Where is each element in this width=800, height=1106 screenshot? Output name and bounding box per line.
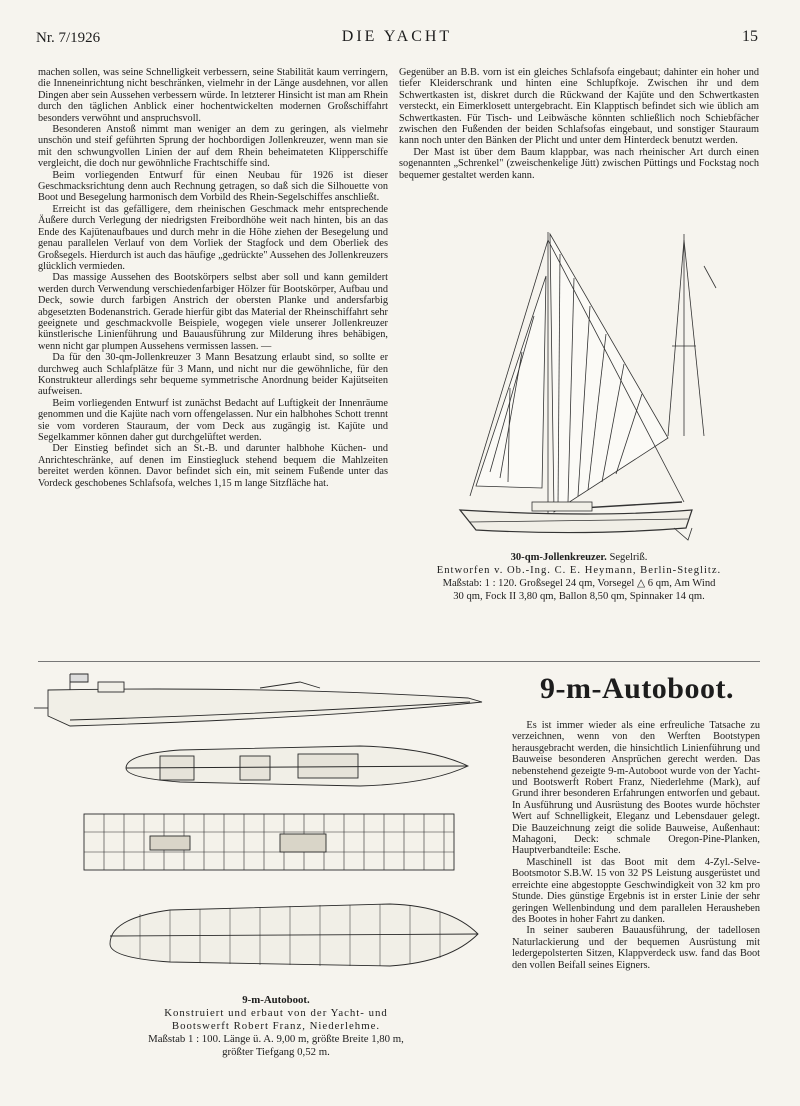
article-jollenkreuzer-right-column (399, 67, 759, 181)
paragraph: Erreicht ist das gefälligere, dem rheinischen Geschmack mehr entsprechende Äußere durch Verlegung der niedrigsten Freibordhöhe weit nach hinten, bis an das Ende des Kajütenaufbaues und durch mehr in die Höhe ziehen der Besegelung und genau parallelen Verlauf von dem Vorliek der Stagfock und dem Oberliek des Großsegels. Hierdurch ist auch das häufige „gedrückte" Aussehen des Jollenkreuzers glücklich vermieden. (38, 203, 388, 272)
paragraph: Der Mast ist über dem Baum klappbar, was nach rheinischer Art durch einen sogenannten „Schrenkel" (zweischenkelige Jütt) zwischen Püttings und Fockstag noch bequemer gestaltet werden kann. (399, 146, 759, 181)
figure1-specs-2: 30 qm, Fock II 3,80 qm, Ballon 8,50 qm, Spinnaker 14 qm. (453, 591, 705, 602)
motorboat-drawings (30, 668, 500, 978)
figure1-designer: Entworfen v. Ob.-Ing. C. E. Heymann, Berlin-Steglitz. (436, 565, 722, 576)
paragraph: Besonderen Anstoß nimmt man weniger an dem zu geringen, als vielmehr unschön und steif geführten Sprung der hochbordigen Jollenkreuzer, wenn man sie mit den schwungvollen Linien der auf dem Rhein beheimateten Klipperschiffe vergleicht, die doch nur gewöhnliche Frachtschiffe sind. (38, 124, 388, 170)
figure2-caption (56, 994, 496, 1059)
paragraph: Der Einstieg befindet sich an St.-B. und darunter halbhohe Küchen- und Anrichteschränke, auf denen im Einstiegluck stehend bequem die Mahlzeiten bereitet werden können. Davor befindet sich ein, mit seinem Fußende unter das Vordeck geschobenes Schlafsofa, welches 1,15 m lange Sitzfläche hat. (38, 443, 388, 489)
paragraph: Beim vorliegenden Entwurf ist zunächst Bedacht auf Luftigkeit der Innenräume genommen und die Kajüte nach vorn offengelassen. Nur ein halbhohes Schott trennt sie vom vorderen Stauraum, der vom Deck aus zugängig ist. Kajüte und Segelkammer können daher gut durchgelüftet werden. (38, 397, 388, 443)
figure2-title: 9-m-Autoboot. (242, 994, 310, 1006)
motorboat-illustration (30, 668, 500, 978)
sail-plan-drawing (446, 226, 752, 542)
figure1-title-line (398, 551, 760, 564)
figure1-title: 30-qm-Jollenkreuzer. (510, 552, 607, 563)
figure1-subtitle: Segelriß. (606, 552, 648, 563)
sail-plan-illustration (446, 226, 752, 542)
paragraph: Maschinell ist das Boot mit dem 4-Zyl.-Selve-Bootsmotor S.B.W. 15 von 32 PS Leistung ausgerüstet und erreichte eine abgestoppte Geschwindigkeit von 32 km pro Stunde. Dies günstige Ergebnis ist in erster Linie der sehr geringen Wellenbindung und dem parallelen Herausheben des Bootes in hoher Fahrt zu danken. (512, 856, 760, 925)
figure2-line3: Maßstab 1 : 100. Länge ü. A. 9,00 m, größte Breite 1,80 m, (148, 1033, 404, 1045)
magazine-title: DIE YACHT (341, 28, 453, 45)
figure1-caption (398, 551, 760, 603)
figure2-line2: Bootswerft Robert Franz, Niederlehme. (171, 1020, 381, 1032)
figure2-line1: Konstruiert und erbaut von der Yacht- und (164, 1007, 388, 1019)
page-header (36, 26, 758, 50)
paragraph: Da für den 30-qm-Jollenkreuzer 3 Mann Besatzung erlaubt sind, so sollte er durchweg auch Schlafplätze für 3 Mann, und nicht nur die gewöhnliche, für den Konstrukteur allerdings sehr bequeme symmetrische Anordnung beider Kajütseiten aufweisen. (38, 352, 388, 398)
page-number: 15 (742, 28, 758, 45)
article-jollenkreuzer-left-column (38, 67, 388, 489)
figure1-specs-1: Maßstab: 1 : 120. Großsegel 24 qm, Vorsegel △ 6 qm, Am Wind (442, 578, 716, 589)
paragraph: Beim vorliegenden Entwurf für einen Neubau für 1926 ist dieser Geschmacksrichtung denn auch Rechnung getragen, so daß sich die Silhouette von Boot und Besegelung harmonisch dem Vorbild des Rhein-Segelschiffes anschließt. (38, 169, 388, 204)
paragraph: Das massige Aussehen des Bootskörpers selbst aber soll und kann gemildert werden durch Verwendung verschiedenfarbiger Hölzer für Bootskörper, Aufbau und Deck, sowie durch farbigen Anstrich der obersten Planke und andersfarbig abgesetzten Bodenanstrich. Gerade hierfür gibt das Material der Rheinschiffahrt sehr geeignete und geschmackvolle Beispiele, wogegen viele unserer Jollenkreuzer künstlerische Linienführung und Bauausführung zur Milderung ihres behäbigen, wenn nicht gar plumpen Aussehens vermissen lassen. — (38, 272, 388, 352)
paragraph: In seiner sauberen Bauausführung, der tadellosen Naturlackierung und der bequemen Ausrüstung mit ledergepolsterten Sitzen, Klappverdeck usw. fand das Boot den vollen Beifall seines Eigners. (512, 925, 760, 971)
figure2-line4: größter Tiefgang 0,52 m. (222, 1046, 330, 1058)
section-divider (38, 661, 760, 662)
paragraph: machen sollen, was seine Schnelligkeit verbessern, seine Stabilität kaum verringern, die Inneneinrichtung nicht beschränken, vielmehr in der Länge ausdehnen, vor allen Dingen aber sein Aussehen verbessern würde. In letzterer Hinsicht ist man am Rhein durch den täglichen Anblick einer hochentwickelten modernen Großschiffahrt besonders verwöhnt und anspruchsvoll. (38, 67, 388, 124)
article-title: 9-m-Autoboot. (540, 672, 734, 705)
issue-number: Nr. 7/1926 (36, 30, 101, 46)
article-autoboot-column (512, 720, 760, 971)
paragraph: Gegenüber an B.B. vorn ist ein gleiches Schlafsofa eingebaut; dahinter ein hoher und tiefer Kleiderschrank und hinten eine Schlupfkoje. Zwischen ihr und dem Schwertkasten ist, diskret durch die Rückwand der Kajüte und den Schwertkasten versteckt, ein Eimerklosett untergebracht. Ein Klapptisch befindet sich wie üblich am Schwertkasten. Für Tisch- und Leibwäsche könnten schließlich noch Schiebfächer zwischen den Fußenden der beiden Schlafsofas eingebaut, und sonstiger Stauraum kann noch unter den Bänken der Plicht und unter dem Hinterdeck benutzt werden. (399, 67, 759, 147)
paragraph: Es ist immer wieder als eine erfreuliche Tatsache zu verzeichnen, wenn von den Werften Bootstypen herausgebracht werden, die hinsichtlich Linienführung und Bauweise besonderen Ansprüchen gerecht werden. Das nebenstehend gezeigte 9-m-Autoboot wurde von der Yacht- und Bootswerft Robert Franz, Niederlehme (Mark), auf Grund ihrer besonderen Erfahrungen entworfen und gebaut. In Ausführung und Ausrüstung des Bootes wurde höchster Wert auf Schnelligkeit, Eleganz und Lebensdauer gelegt. Die Bauzeichnung zeigt die solide Bauweise, Außenhaut: Mahagoni, Deck: schmale Oregon-Pine-Planken, Hauptverbandteile: Esche. (512, 720, 760, 857)
